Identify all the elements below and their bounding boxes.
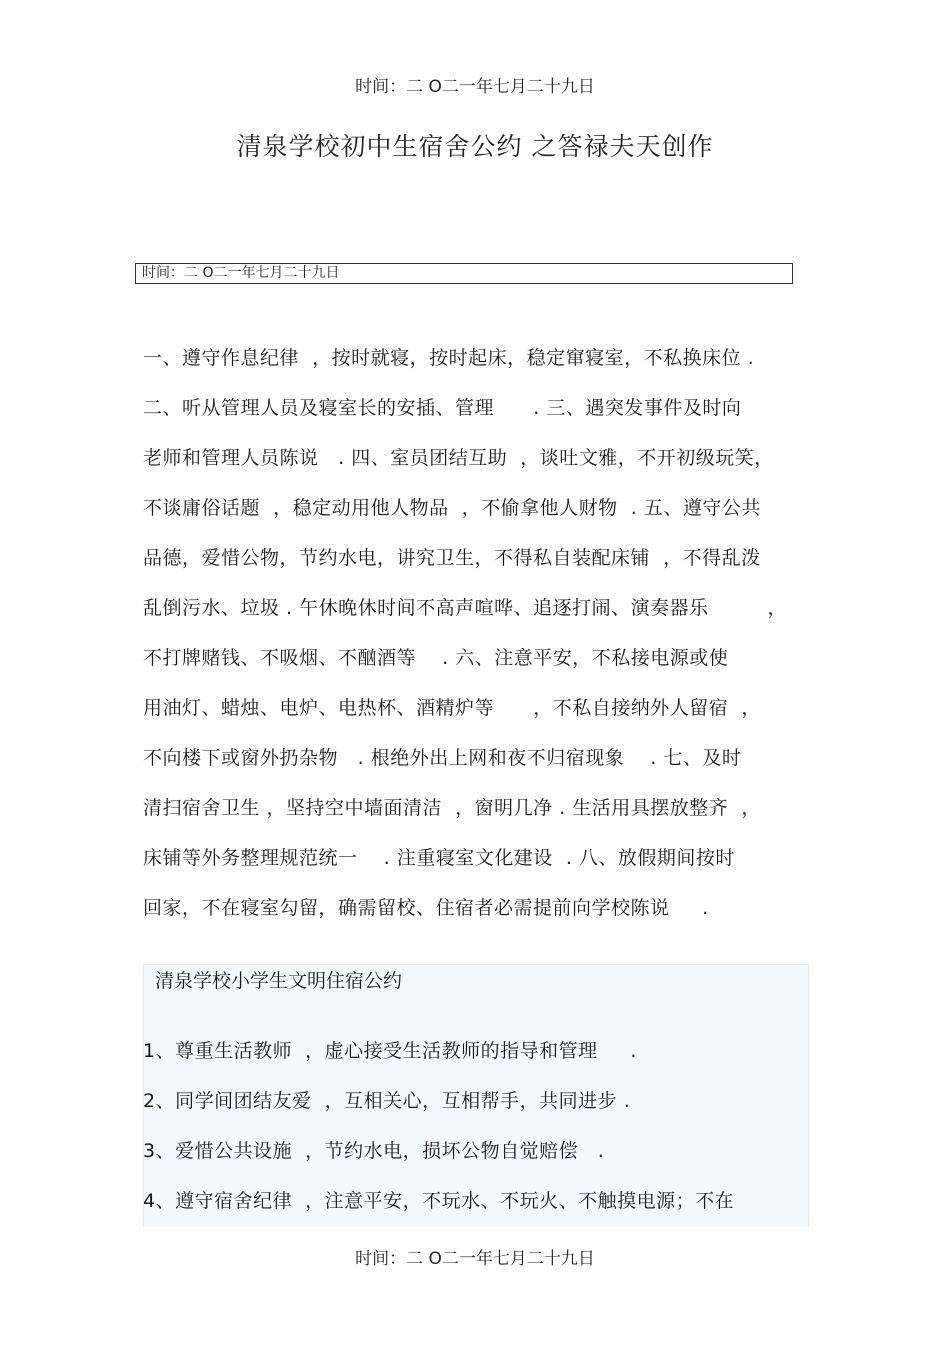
rules-line: 清扫宿舍卫生 ，坚持空中墙面清洁 ，窗明几净 . 生活用具摆放整齐 ， — [143, 797, 761, 819]
rules-line: 不向楼下或窗外扔杂物 . 根绝外出上网和夜不归宿现象 . 七、及时 — [143, 747, 742, 769]
list-item: 3、爱惜公共设施 ，节约水电，损坏公物自觉赔偿 . — [143, 1140, 605, 1162]
list-item: 1、尊重生活教师 ，虚心接受生活教师的指导和管理 . — [143, 1040, 637, 1062]
middle-school-rules — [143, 343, 823, 943]
rules-line: 不打牌赌钱、不吸烟、不酗酒等 . 六、注意平安，不私接电源或使 — [143, 647, 729, 669]
list-item: 4、遵守宿舍纪律 ，注意平安，不玩水、不玩火、不触摸电源；不在 — [143, 1190, 735, 1212]
rules-line: 一、遵守作息纪律 ，按时就寝，按时起床，稳定窜寝室，不私换床位 . — [143, 347, 755, 369]
rules-line: 回家，不在寝室勾留，确需留校、住宿者必需提前向学校陈说 . — [143, 897, 709, 919]
header-date: 时间：二 O二一年七月二十九日 — [355, 77, 595, 97]
primary-school-rules — [143, 1036, 823, 1236]
rules-line: 二、听从管理人员及寝室长的安插、管理 . 三、遇突发事件及时向 — [143, 397, 742, 419]
page-title: 清泉学校初中生宿舍公约 之答禄夫天创作 — [236, 132, 714, 161]
date-box: 时间：二 O二一年七月二十九日 — [135, 263, 793, 284]
footer-date: 时间：二 O二一年七月二十九日 — [355, 1249, 595, 1269]
rules-line: 乱倒污水、垃圾 . 午休晚休时间不高声喧哗、追逐打闹、演奏器乐 ， — [143, 597, 787, 619]
rules-line: 品德，爱惜公物，节约水电，讲究卫生，不得私自装配床铺 ，不得乱泼 — [143, 547, 761, 569]
rules-line: 用油灯、蜡烛、电炉、电热杯、酒精炉等 ，不私自接纳外人留宿 ， — [143, 697, 761, 719]
rules-line: 床铺等外务整理规范统一 . 注重寝室文化建设 . 八、放假期间按时 — [143, 847, 735, 869]
primary-school-title: 清泉学校小学生文明住宿公约 — [155, 970, 403, 992]
rules-line: 老师和管理人员陈说 . 四、室员团结互助 ，谈吐文雅，不开初级玩笑， — [143, 447, 774, 469]
rules-line: 不谈庸俗话题 ，稳定动用他人物品 ，不偷拿他人财物 . 五、遵守公共 — [143, 497, 761, 519]
list-item: 2、同学间团结友爱 ，互相关心，互相帮手，共同进步 . — [143, 1090, 631, 1112]
